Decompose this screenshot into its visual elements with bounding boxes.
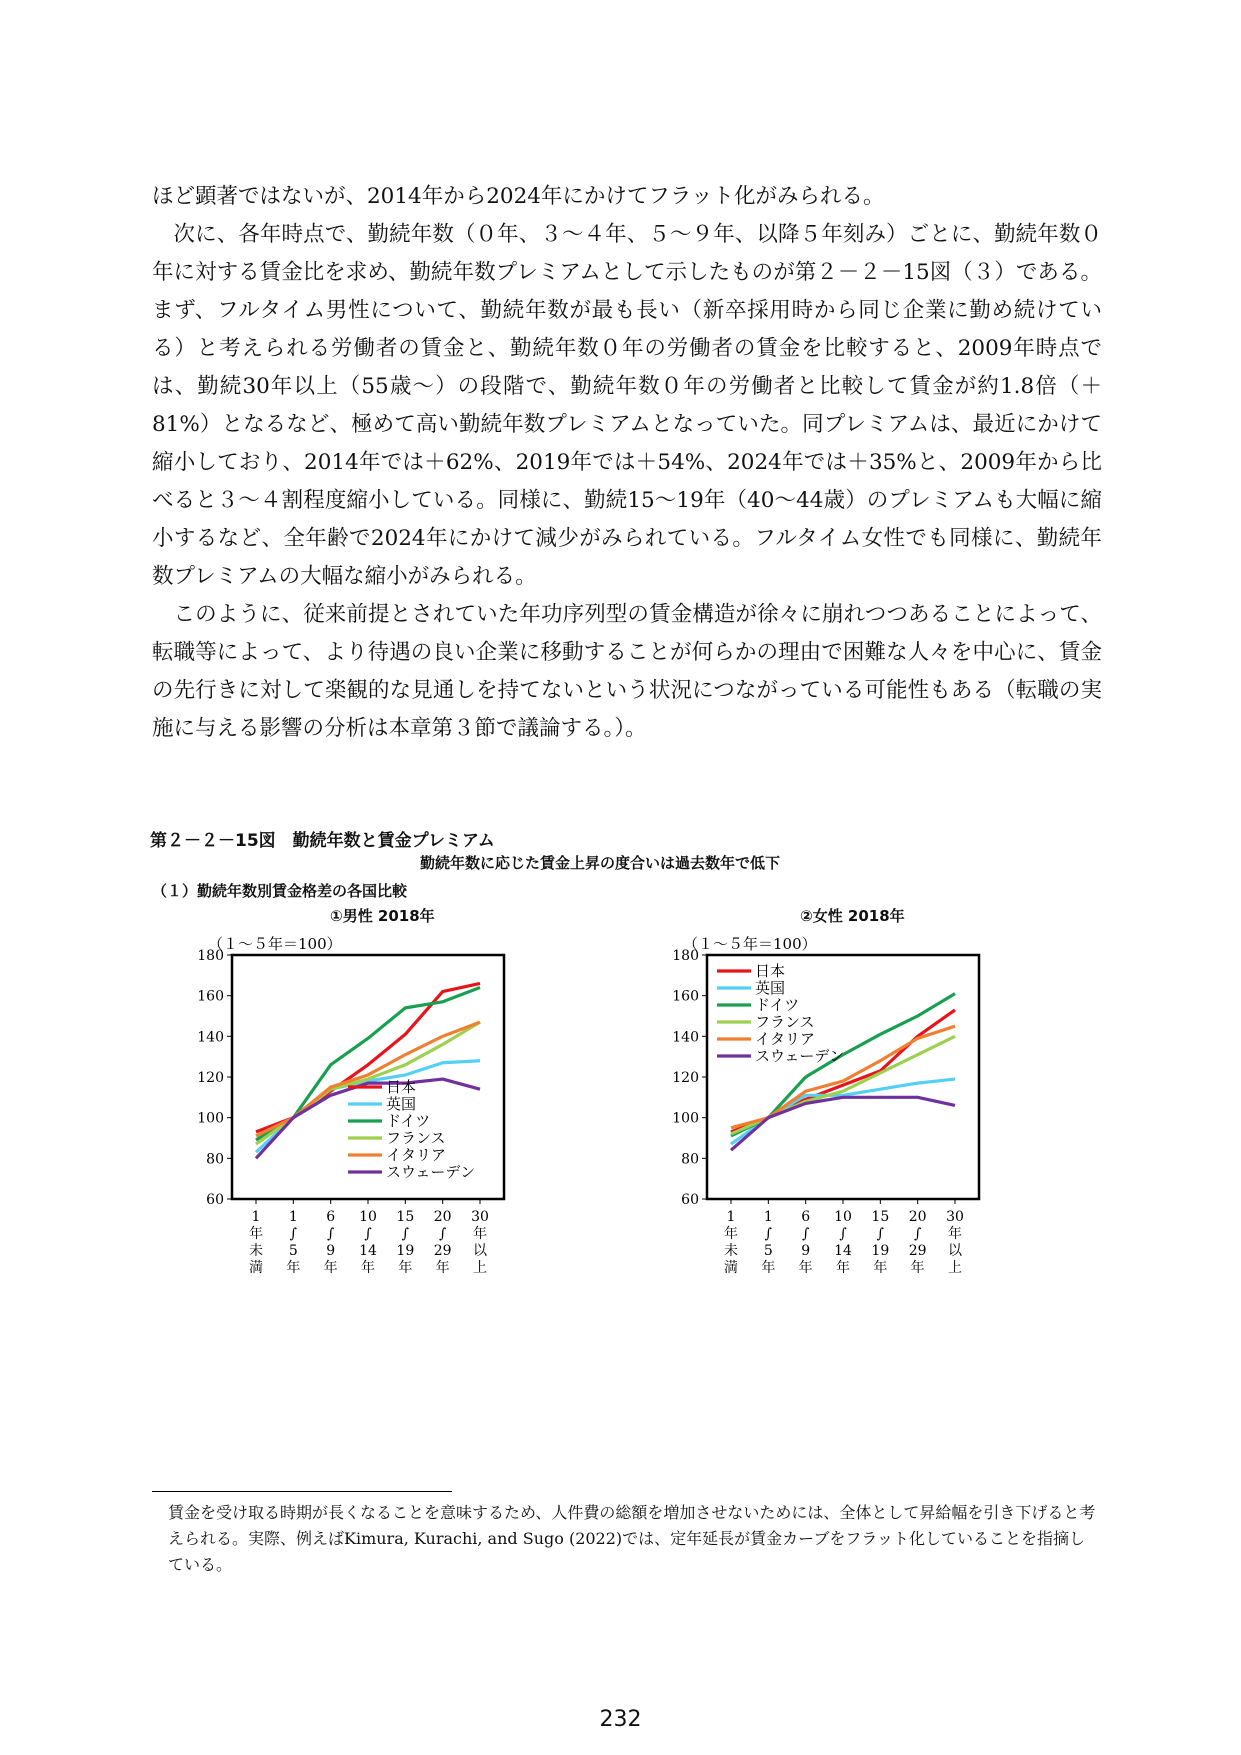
x-tick-label: 20 ∫ 29 年 — [433, 1209, 452, 1276]
panel-title-female: ②女性 2018年 — [800, 907, 905, 925]
y-tick-label: 60 — [681, 1192, 699, 1208]
y-tick-label: 100 — [672, 1110, 699, 1127]
paragraph-1: ほど顕著ではないが、2014年から2024年にかけてフラット化がみられる。 — [152, 184, 885, 209]
y-tick-label: 180 — [672, 948, 699, 964]
page-number: 232 — [599, 1707, 642, 1732]
x-tick-label: 10 ∫ 14 年 — [834, 1209, 852, 1276]
unit-note: （１～５年＝100） — [208, 935, 342, 953]
y-tick-label: 60 — [206, 1192, 224, 1208]
legend-label: 英国 — [755, 979, 786, 997]
y-tick-label: 180 — [197, 948, 224, 964]
series-line-5 — [731, 1097, 955, 1150]
series-line-1 — [731, 1079, 955, 1144]
x-tick-label: 30 年以上 — [946, 1209, 964, 1276]
figure-section-label: （１）勤続年数別賃金格差の各国比較 — [152, 882, 408, 900]
body-text — [152, 178, 1102, 748]
y-tick-label: 120 — [197, 1070, 224, 1086]
legend-label: スウェーデン — [386, 1163, 476, 1181]
legend-label: ドイツ — [386, 1112, 431, 1130]
y-tick-label: 160 — [197, 988, 224, 1005]
x-tick-label: 6 ∫ 9 年 — [798, 1209, 813, 1276]
legend-label: イタリア — [755, 1030, 816, 1048]
y-tick-label: 120 — [672, 1070, 699, 1086]
series-line-0 — [256, 983, 480, 1131]
x-tick-label: 20 ∫ 29 年 — [908, 1209, 927, 1276]
legend-label: イタリア — [386, 1146, 447, 1164]
x-tick-label: 15 ∫ 19 年 — [396, 1209, 415, 1276]
x-tick-label: 1 ∫ 5 年 — [761, 1209, 776, 1276]
chart-female — [645, 930, 1045, 1300]
panel-title-male: ①男性 2018年 — [330, 907, 435, 925]
footnote-text: 賃金を受け取る時期が長くなることを意味するため、人件費の総額を増加させないためには、全体として昇給幅を引き下げると考えられる。実際、例えばKimura, Kurachi, and Sugo (2022)では、定年延長が賃金カーブをフラット化していることを指摘している。 — [168, 1503, 1096, 1574]
paragraph-2: 次に、各年時点で、勤続年数（０年、３～４年、５～９年、以降５年刻み）ごとに、勤続年数０年に対する賃金比を求め、勤続年数プレミアムとして示したものが第２－２－15図（３）である。まず、フルタイム男性について、勤続年数が最も長い（新卒採用時から同じ企業に勤め続けている）と考えられる労働者の賃金と、勤続年数０年の労働者の賃金を比較すると、2009年時点では、勤続30年以上（55歳～）の段階で、勤続年数０年の労働者と比較して賃金が約1.8倍（＋81%）となるなど、極めて高い勤続年数プレミアムとなっていた。同プレミアムは、最近にかけて縮小しており、2014年では＋62%、2019年では＋54%、2024年では＋35%と、2009年から比べると３～４割程度縮小している。同様に、勤続15～19年（40～44歳）のプレミアムも大幅に縮小するなど、全年齢で2024年にかけて減少がみられている。フルタイム女性でも同様に、勤続年数プレミアムの大幅な縮小がみられる。 — [152, 222, 1102, 589]
y-tick-label: 160 — [672, 988, 699, 1005]
footnote — [168, 1500, 1098, 1578]
x-tick-label: 15 ∫ 19 年 — [871, 1209, 890, 1276]
x-tick-label: 1 年未満 — [249, 1209, 263, 1276]
legend-label: ドイツ — [755, 996, 800, 1014]
unit-note: （１～５年＝100） — [683, 935, 817, 953]
plot-frame — [707, 955, 979, 1199]
x-tick-label: 1 ∫ 5 年 — [286, 1209, 301, 1276]
legend-label: 日本 — [755, 962, 786, 980]
legend-label: スウェーデン — [755, 1047, 845, 1065]
x-tick-label: 6 ∫ 9 年 — [323, 1209, 338, 1276]
y-tick-label: 140 — [672, 1029, 699, 1046]
legend-label: フランス — [386, 1129, 446, 1147]
y-tick-label: 80 — [206, 1151, 224, 1168]
legend-label: フランス — [755, 1013, 815, 1031]
y-tick-label: 140 — [197, 1029, 224, 1046]
chart-male — [170, 930, 570, 1300]
figure-title: 第２－２－15図 勤続年数と賃金プレミアム — [150, 831, 495, 851]
x-tick-label: 30 年以上 — [471, 1209, 489, 1276]
x-tick-label: 10 ∫ 14 年 — [359, 1209, 377, 1276]
x-tick-label: 1 年未満 — [724, 1209, 738, 1276]
legend-label: 日本 — [386, 1078, 417, 1096]
footnote-rule — [152, 1491, 452, 1492]
y-tick-label: 100 — [197, 1110, 224, 1127]
y-tick-label: 80 — [681, 1151, 699, 1168]
legend-label: 英国 — [386, 1095, 417, 1113]
paragraph-3: このように、従来前提とされていた年功序列型の賃金構造が徐々に崩れつつあることによって、転職等によって、より待遇の良い企業に移動することが何らかの理由で困難な人々を中心に、賃金の先行きに対して楽観的な見通しを持てないという状況につながっている可能性もある（転職の実施に与える影響の分析は本章第３節で議論する。）。 — [152, 602, 1102, 741]
figure-subtitle: 勤続年数に応じた賃金上昇の度合いは過去数年で低下 — [420, 854, 781, 872]
